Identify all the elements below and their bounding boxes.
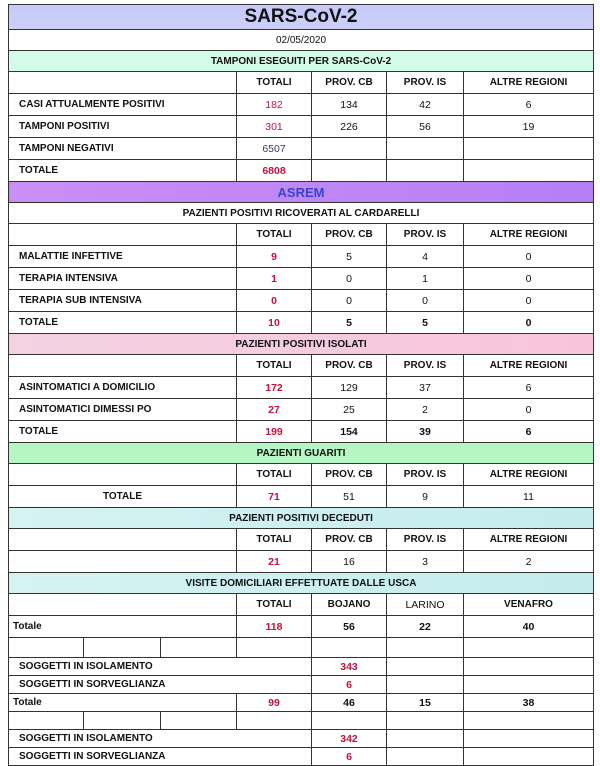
section-isolati: PAZIENTI POSITIVI ISOLATI — [9, 334, 594, 355]
table-row: Totale 99 46 15 38 — [9, 694, 594, 712]
table-row: SOGGETTI IN SORVEGLIANZA 6 — [9, 748, 594, 766]
col-header-prov-is: PROV. IS — [387, 224, 464, 246]
table-row: TAMPONI NEGATIVI 6507 — [9, 138, 594, 160]
header-row — [9, 72, 594, 94]
report-title: SARS-CoV-2 — [9, 5, 594, 30]
col-header-totali: TOTALI — [237, 464, 312, 486]
col-header-venafro: VENAFRO — [464, 594, 594, 616]
report-date: 02/05/2020 — [9, 30, 594, 51]
table-row: TOTALE 199 154 39 6 — [9, 421, 594, 443]
header-row — [9, 594, 594, 616]
section-guariti: PAZIENTI GUARITI — [9, 443, 594, 464]
table-row: SOGGETTI IN ISOLAMENTO 343 — [9, 658, 594, 676]
header-row — [9, 464, 594, 486]
section-usca: VISITE DOMICILIARI EFFETTUATE DALLE USCA — [9, 573, 594, 594]
covid-report-table — [8, 4, 594, 766]
col-header-totali: TOTALI — [237, 72, 312, 94]
col-header-altre-regioni: ALTRE REGIONI — [464, 72, 594, 94]
header-row — [9, 355, 594, 377]
col-header-altre-regioni: ALTRE REGIONI — [464, 355, 594, 377]
col-header-totali: TOTALI — [237, 594, 312, 616]
header-row — [9, 529, 594, 551]
section-tamponi: TAMPONI ESEGUITI PER SARS-CoV-2 — [9, 51, 594, 72]
section-deceduti: PAZIENTI POSITIVI DECEDUTI — [9, 508, 594, 529]
col-header-prov-cb: PROV. CB — [312, 72, 387, 94]
table-row: ASINTOMATICI A DOMICILIO 172 129 37 6 — [9, 377, 594, 399]
col-header-prov-cb: PROV. CB — [312, 355, 387, 377]
table-row: MALATTIE INFETTIVE 9 5 4 0 — [9, 246, 594, 268]
col-header-prov-is: PROV. IS — [387, 529, 464, 551]
table-row: TOTALE 6808 — [9, 160, 594, 182]
table-row: TERAPIA SUB INTENSIVA 0 0 0 0 — [9, 290, 594, 312]
blank-row — [9, 712, 594, 730]
col-header-prov-is: PROV. IS — [387, 464, 464, 486]
col-header-altre-regioni: ALTRE REGIONI — [464, 529, 594, 551]
col-header-totali: TOTALI — [237, 355, 312, 377]
table-row: Totale 118 56 22 40 — [9, 616, 594, 638]
header-row — [9, 224, 594, 246]
table-row: TAMPONI POSITIVI 301 226 56 19 — [9, 116, 594, 138]
section-ricoverati: PAZIENTI POSITIVI RICOVERATI AL CARDARELLI — [9, 203, 594, 224]
col-header-prov-cb: PROV. CB — [312, 529, 387, 551]
col-header-prov-cb: PROV. CB — [312, 464, 387, 486]
table-row: 21 16 3 2 — [9, 551, 594, 573]
asrem-banner: ASREM — [9, 182, 594, 203]
col-header-larino: LARINO — [387, 594, 464, 616]
col-header-totali: TOTALI — [237, 529, 312, 551]
table-row: SOGGETTI IN ISOLAMENTO 342 — [9, 730, 594, 748]
table-row: SOGGETTI IN SORVEGLIANZA 6 — [9, 676, 594, 694]
col-header-prov-is: PROV. IS — [387, 355, 464, 377]
table-row: TERAPIA INTENSIVA 1 0 1 0 — [9, 268, 594, 290]
col-header-bojano: BOJANO — [312, 594, 387, 616]
table-row: TOTALE 10 5 5 0 — [9, 312, 594, 334]
col-header-prov-is: PROV. IS — [387, 72, 464, 94]
table-row: TOTALE 71 51 9 11 — [9, 486, 594, 508]
col-header-prov-cb: PROV. CB — [312, 224, 387, 246]
blank-row — [9, 638, 594, 658]
col-header-totali: TOTALI — [237, 224, 312, 246]
col-header-altre-regioni: ALTRE REGIONI — [464, 464, 594, 486]
col-header-altre-regioni: ALTRE REGIONI — [464, 224, 594, 246]
table-row: ASINTOMATICI DIMESSI PO 27 25 2 0 — [9, 399, 594, 421]
table-row: CASI ATTUALMENTE POSITIVI 182 134 42 6 — [9, 94, 594, 116]
